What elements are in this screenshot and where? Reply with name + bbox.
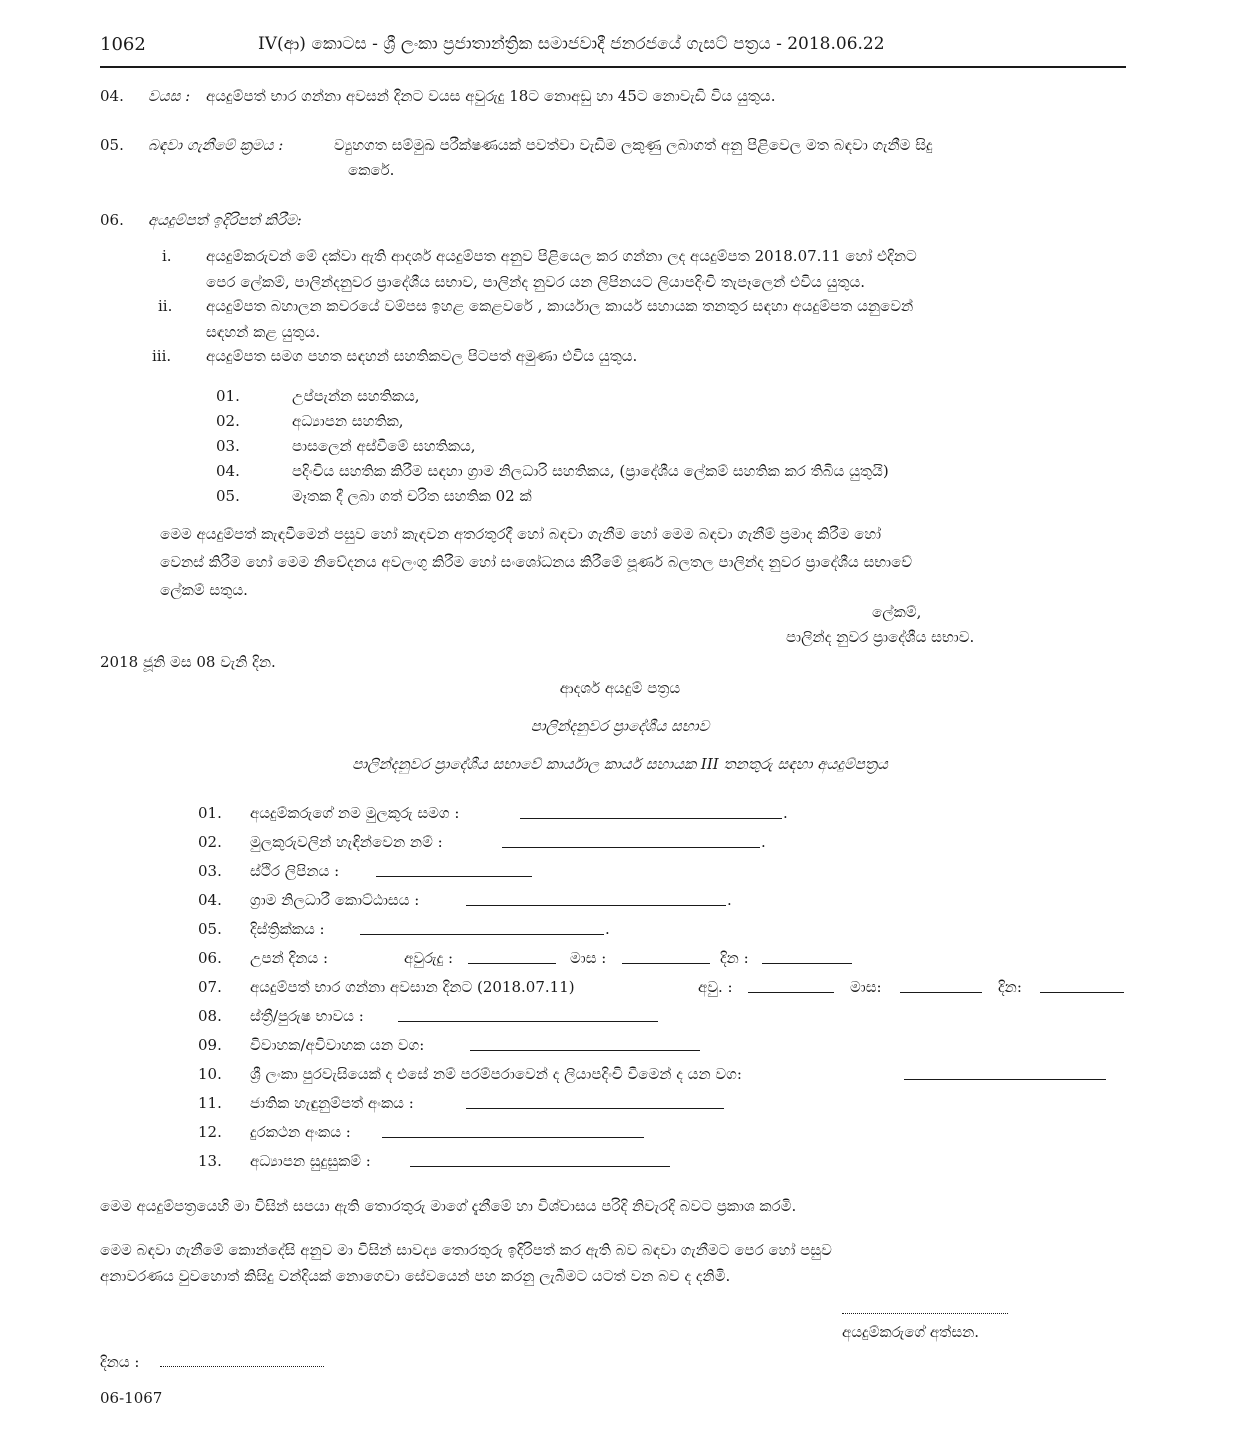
field-02-end: . [761, 833, 766, 851]
instruction-2-line1: අයදුම්පත බහාලන කවරයේ වම්පස ඉහළ කෙළවරේ , කාර්යාල කාර්ය සහායක තනතුර සඳහා අයදුම්පත යනුවෙන් [206, 297, 914, 315]
instruction-1-line2: පෙර ලේකම්, පාලින්දනුවර ප්‍රාදේශීය සභාව, පාලින්ද නුවර යන ලිපිනයට ලියාපදිංචි තැපෑලෙන් එවිය යුතුය. [206, 273, 866, 291]
declaration-consequence-line1: මෙම බඳවා ගැනීමේ කොන්දේසි අනුව මා විසින් සාවද්‍ය තොරතුරු ඉදිරිපත් කර ඇති බව බඳවා ගැනීමට පෙර හෝ පසුව [100, 1241, 832, 1259]
field-05-label: දිස්ත්‍රික්කය : [250, 920, 325, 938]
field-02-number: 02. [198, 833, 222, 851]
field-13-label: අධ්‍යාපන සුදුසුකම් : [250, 1152, 371, 1170]
field-11-blank[interactable] [466, 1108, 724, 1109]
age-day-blank[interactable] [1040, 992, 1124, 993]
field-07-number: 07. [198, 978, 222, 996]
field-08-number: 08. [198, 1007, 222, 1025]
footer-code: 06-1067 [100, 1389, 163, 1407]
field-11-label: ජාතික හැඳුනුම්පත් අංකය : [250, 1094, 414, 1112]
section-05-text-line1: ව්‍යුහගත සම්මුඛ පරීක්ෂණයක් පවත්වා වැඩිම ලකුණු ලබාගත් අනු පිළිවෙල මත බඳවා ගැනීම සිදු [334, 136, 933, 154]
field-12-number: 12. [198, 1123, 222, 1141]
field-10-label: ශ්‍රී ලංකා පුරවැසියෙක් ද එසේ නම් පරම්පරාවෙන් ද ලියාපදිංචි වීමෙන් ද යන වග: [250, 1065, 742, 1083]
rights-paragraph-line3: ලේකම් සතුය. [160, 581, 248, 599]
section-06-label: අයදුම්පත් ඉදිරිපත් කිරීම: [148, 211, 302, 229]
field-03-blank[interactable] [376, 876, 532, 877]
signatory-office: පාලින්ද නුවර ප්‍රාදේශීය සභාව. [786, 628, 975, 646]
notice-date: 2018 ජූනි මස 08 වැනි දින. [100, 653, 276, 671]
dob-year-label: අවුරුදු : [404, 949, 454, 967]
section-04-number: 04. [100, 87, 124, 105]
field-01-end: . [783, 804, 788, 822]
field-01-number: 01. [198, 804, 222, 822]
field-13-blank[interactable] [410, 1166, 670, 1167]
field-09-label: විවාහක/අවිවාහක යන වග: [250, 1036, 425, 1054]
field-09-blank[interactable] [470, 1050, 700, 1051]
form-title: ආදර්ශ අයදුම් පත්‍රය [559, 679, 681, 697]
certificate-1-number: 01. [216, 387, 240, 405]
field-12-blank[interactable] [382, 1137, 644, 1138]
rights-paragraph-line2: වෙනස් කිරීම හෝ මෙම නිවේදනය අවලංගු කිරීම හෝ සංශෝධනය කිරීමේ පූර්ණ බලතල පාලින්ද නුවර ප්‍රාදේශීය සභාවේ [160, 553, 913, 571]
section-05-text-line2: කෙරේ. [348, 161, 395, 179]
field-02-label: මුලකුරුවලින් හැඳින්වෙන නම් : [250, 833, 443, 851]
certificate-4-text: පදිංචිය සහතික කිරීම සඳහා ග්‍රාම නිලධාරි සහතිකය, (ප්‍රාදේශීය ලේකම් සහතික කර තිබිය යුතුයි) [292, 462, 889, 480]
age-year-blank[interactable] [748, 992, 834, 993]
age-year-label: අවු. : [698, 978, 733, 996]
section-04-text: අයදුම්පත් භාර ගන්නා අවසන් දිනට වයස අවුරුදු 18ට නොඅඩු හා 45ට නොවැඩි විය යුතුය. [206, 87, 776, 105]
dob-month-label: මාස : [570, 949, 607, 967]
age-day-label: දින: [998, 978, 1022, 996]
instruction-1-line1: අයදුම්කරුවන් මේ දක්වා ඇති ආදර්ශ අයදුම්පත අනුව පිළියෙල කර ගන්නා ලද අයදුම්පත 2018.07.11 හෝ එදිනට [206, 247, 917, 265]
field-03-number: 03. [198, 862, 222, 880]
dob-day-label: දින : [720, 949, 749, 967]
field-05-number: 05. [198, 920, 222, 938]
field-02-blank[interactable] [502, 847, 760, 848]
field-13-number: 13. [198, 1152, 222, 1170]
field-04-end: . [727, 891, 732, 909]
certificate-4-number: 04. [216, 462, 240, 480]
dob-month-blank[interactable] [622, 963, 710, 964]
certificate-5-number: 05. [216, 487, 240, 505]
signature-line[interactable] [842, 1313, 1008, 1314]
field-01-blank[interactable] [520, 818, 782, 819]
dob-year-blank[interactable] [468, 963, 556, 964]
certificate-2-text: අධ්‍යාපන සහතික, [292, 412, 404, 430]
field-06-number: 06. [198, 949, 222, 967]
date-label: දිනය : [100, 1353, 140, 1371]
field-09-number: 09. [198, 1036, 222, 1054]
field-04-label: ග්‍රාම නිලධාරී කොට්ඨාසය : [250, 891, 420, 909]
field-01-label: අයදුම්කරුගේ නම මුලකුරු සමග : [250, 804, 460, 822]
signatory-title: ලේකම්, [872, 603, 922, 621]
certificate-1-text: උප්පැන්න සහතිකය, [292, 387, 420, 405]
field-10-blank[interactable] [904, 1079, 1106, 1080]
age-month-blank[interactable] [900, 992, 982, 993]
field-05-blank[interactable] [360, 934, 604, 935]
section-05-number: 05. [100, 136, 124, 154]
instruction-2-line2: සඳහන් කළ යුතුය. [206, 323, 321, 341]
section-05-label: බඳවා ගැනීමේ ක්‍රමය : [148, 136, 284, 154]
field-04-number: 04. [198, 891, 222, 909]
field-11-number: 11. [198, 1094, 222, 1112]
certificate-3-text: පාසලෙන් අස්වීමේ සහතිකය, [292, 437, 476, 455]
declaration-accuracy: මෙම අයදුම්පත්‍රයෙහි මා විසින් සපයා ඇති තොරතුරු මාගේ දැනීමේ හා විශ්වාසය පරිදි නිවැරදි බවට ප්‍රකාශ කරමි. [100, 1197, 797, 1215]
age-month-label: මාස: [850, 978, 882, 996]
field-04-blank[interactable] [466, 905, 726, 906]
field-08-label: ස්ත්‍රී/පුරුෂ භාවය : [250, 1007, 364, 1025]
date-line[interactable] [160, 1366, 324, 1367]
instruction-1-number: i. [162, 247, 172, 265]
field-12-label: දුරකථන අංකය : [250, 1123, 351, 1141]
instruction-3-line1: අයදුම්පත සමග පහත සඳහන් සහතිකවල පිටපත් අමුණා එවිය යුතුය. [206, 347, 638, 365]
certificate-3-number: 03. [216, 437, 240, 455]
certificate-5-text: මෑතක දී ලබා ගත් චරිත සහතික 02 ක් [292, 487, 532, 505]
page-number: 1062 [100, 34, 146, 55]
field-08-blank[interactable] [398, 1021, 658, 1022]
field-10-number: 10. [198, 1065, 222, 1083]
header-rule [100, 66, 1126, 68]
section-04-label: වයස : [148, 87, 191, 105]
instruction-2-number: ii. [158, 297, 173, 315]
page-header-title: IV(ආ) කොටස - ශ්‍රී ලංකා ප්‍රජාතාන්ත්‍රික සමාජවාදී ජනරජයේ ගැසට් පත්‍රය - 2018.06.22 [258, 34, 885, 54]
declaration-consequence-line2: අනාවරණය වුවහොත් කිසිදු වන්දියක් නොගෙවා සේවයෙන් පහ කරනු ලැබීමට යටත් වන බව ද දනිමි. [100, 1267, 731, 1285]
field-05-end: . [605, 920, 610, 938]
applicant-signature-label: අයදුම්කරුගේ අත්සන. [842, 1323, 980, 1341]
dob-day-blank[interactable] [762, 963, 852, 964]
certificate-2-number: 02. [216, 412, 240, 430]
instruction-3-number: iii. [152, 347, 172, 365]
field-03-label: ස්ථිර ලිපිනය : [250, 862, 340, 880]
form-heading: පාලින්දනුවර ප්‍රාදේශීය සභාවේ කාර්යාල කාර්ය සහායක III තනතුරු සඳහා අයදුම්පත්‍රය [352, 755, 888, 773]
section-06-number: 06. [100, 211, 124, 229]
field-06-label: උපන් දිනය : [250, 949, 328, 967]
field-07-label: අයදුම්පත් භාර ගන්නා අවසාන දිනට (2018.07.11) [250, 978, 575, 996]
form-subtitle: පාලින්දනුවර ප්‍රාදේශීය සභාව [530, 717, 710, 735]
rights-paragraph-line1: මෙම අයදුම්පත් කැඳවීමෙන් පසුව හෝ කැඳවන අතරතුරදී හෝ බඳවා ගැනීම හෝ මෙම බඳවා ගැනීම් ප්‍රමාද කිරීම හෝ [160, 525, 882, 543]
